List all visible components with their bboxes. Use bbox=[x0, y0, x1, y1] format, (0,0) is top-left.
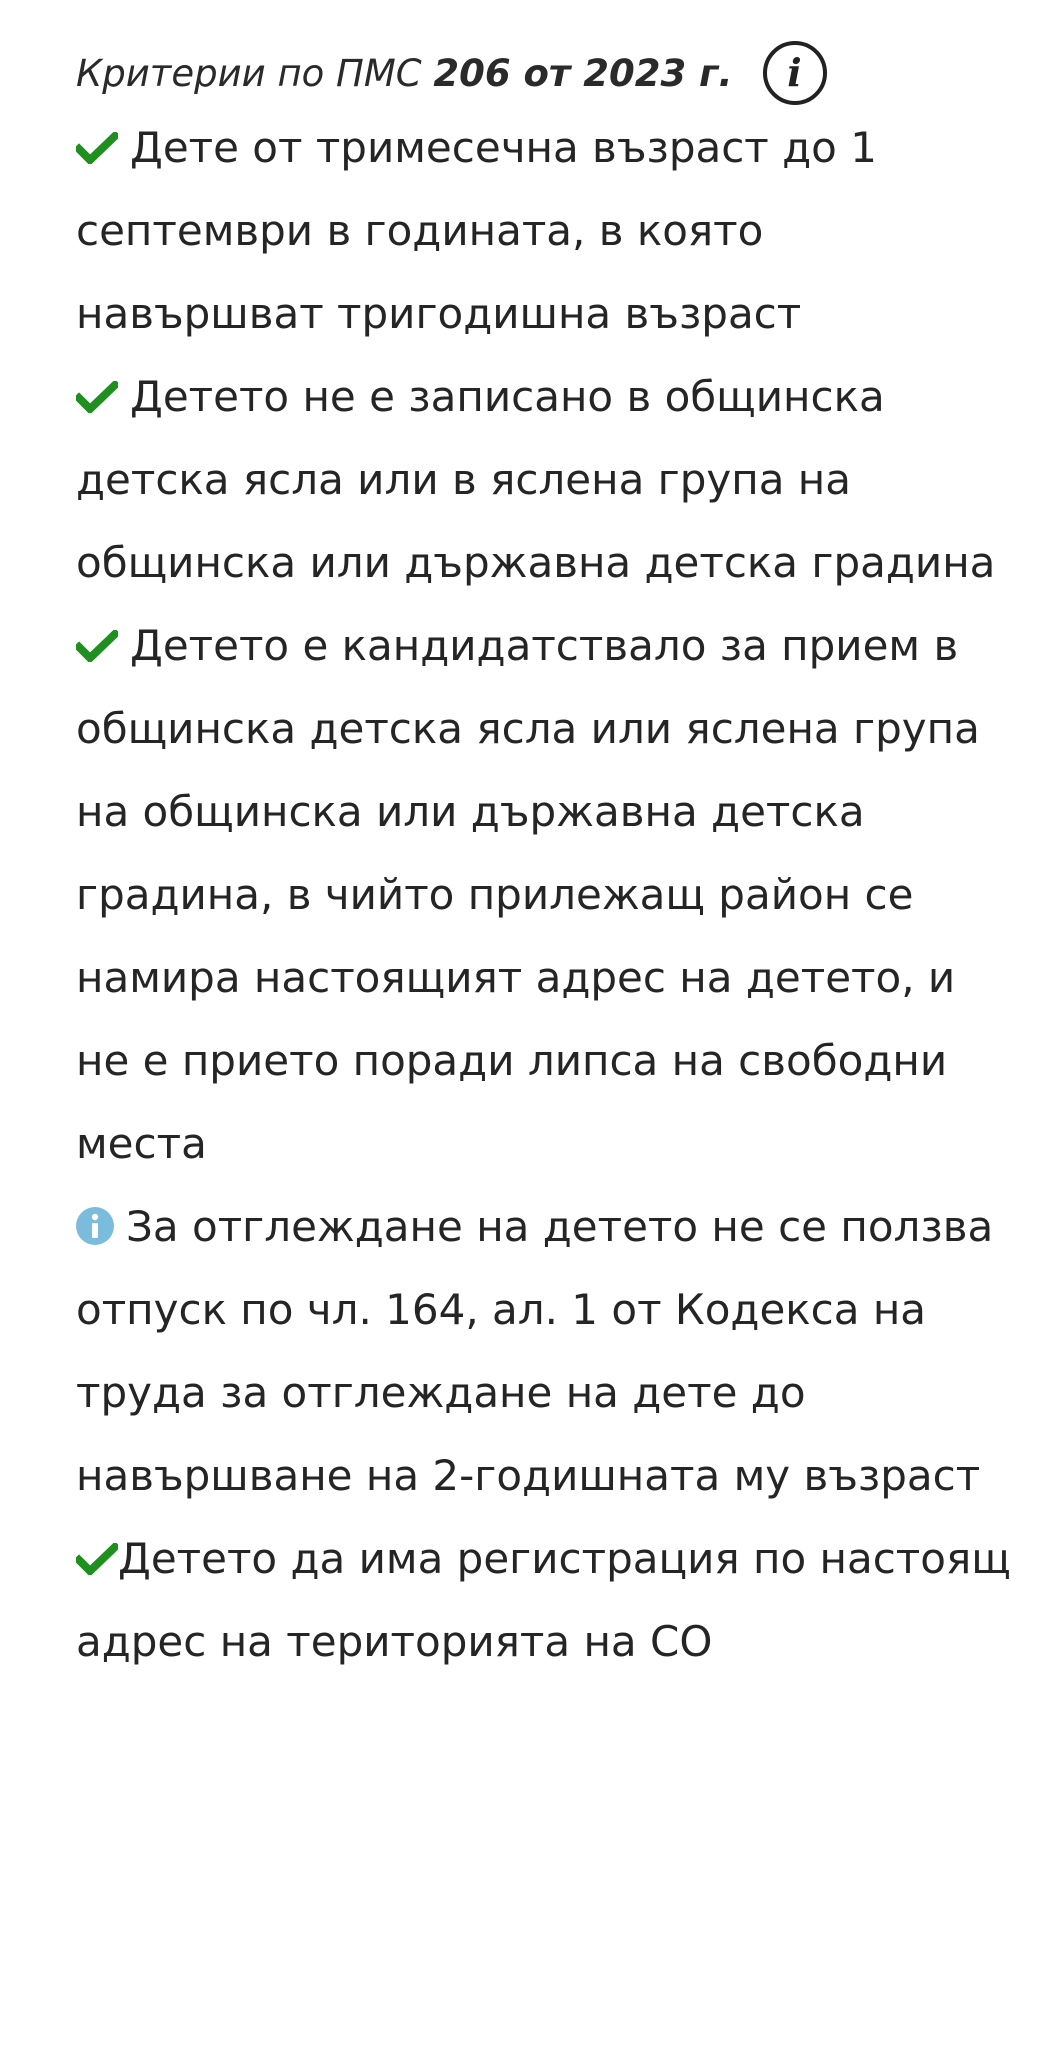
criterion-text: Детето не е записано в общинска детска ясла или в яслена група на общинска или държавна детска градина bbox=[76, 372, 996, 587]
criterion-text: Детето да има регистрация по настоящ адрес на територията на СО bbox=[76, 1534, 1011, 1666]
criterion-item bbox=[76, 1185, 1016, 1517]
criterion-text: Детето е кандидатствало за прием в общинска детска ясла или яслена група на общинска или държавна детска градина, в чийто прилежащ район се намира настоящият адрес на детето, и не е прието поради липса на свободни места bbox=[76, 621, 980, 1168]
check-icon bbox=[76, 132, 118, 164]
header-title-prefix: Критерии по ПМС bbox=[76, 51, 434, 95]
info-button[interactable] bbox=[763, 41, 827, 105]
header-title bbox=[76, 52, 733, 95]
criteria-list bbox=[76, 106, 1016, 1683]
criterion-text: Дете от тримесечна възраст до 1 септември в годината, в която навършват тригодишна възраст bbox=[76, 123, 877, 338]
check-icon bbox=[76, 381, 118, 413]
criterion-item bbox=[76, 106, 1016, 355]
header-title-bold: 206 от 2023 г. bbox=[433, 51, 733, 95]
criterion-item bbox=[76, 355, 1016, 604]
criterion-item bbox=[76, 604, 1016, 1185]
criterion-item bbox=[76, 1517, 1016, 1683]
criterion-text: За отглеждане на детето не се ползва отпуск по чл. 164, ал. 1 от Кодекса на труда за отглеждане на дете до навършване на 2-годишната му възраст bbox=[76, 1202, 994, 1500]
criteria-header bbox=[76, 0, 1016, 106]
check-icon bbox=[76, 630, 118, 662]
criteria-panel bbox=[76, 0, 1016, 1683]
info-icon bbox=[76, 1207, 114, 1245]
check-icon bbox=[76, 1543, 118, 1575]
info-button-label: i bbox=[787, 50, 802, 95]
